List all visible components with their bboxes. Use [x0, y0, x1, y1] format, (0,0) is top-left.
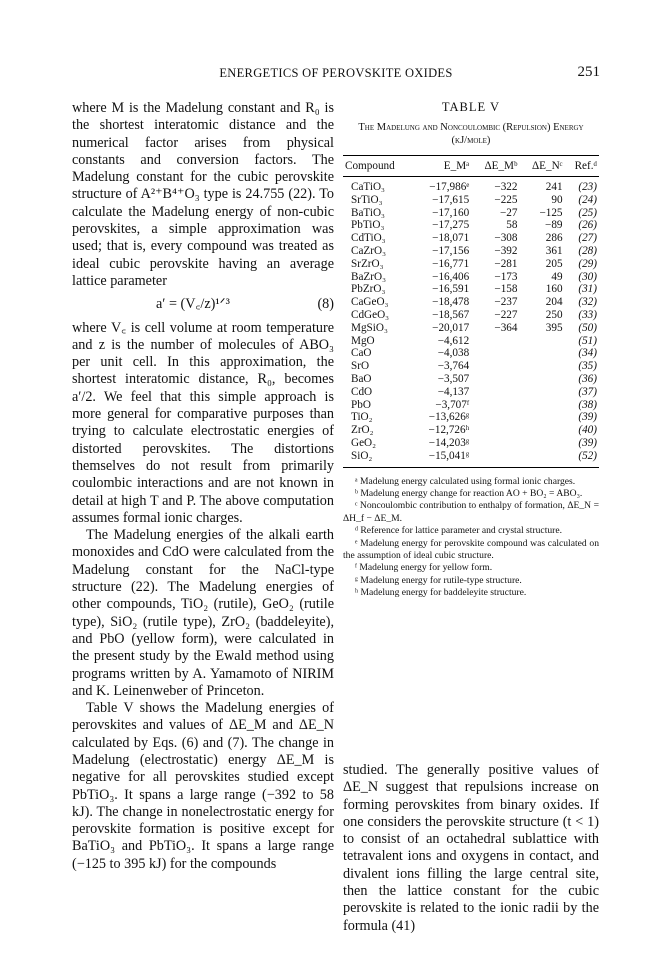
delta-em-cell: [471, 437, 519, 450]
ref-cell: (52): [565, 450, 599, 467]
delta-em-cell: −281: [494, 257, 518, 270]
ref-cell: (34): [578, 347, 597, 360]
energy-table: [343, 155, 599, 468]
ref-cell: (23): [578, 181, 597, 193]
table-header-row: [343, 156, 599, 177]
table-row: [343, 360, 599, 373]
ref-cell: (50): [578, 321, 597, 334]
delta-en-cell: 286: [545, 232, 563, 245]
madelung-energy-cell: −16,406: [432, 270, 470, 283]
running-title: ENERGETICS OF PEROVSKITE OXIDES: [219, 66, 453, 80]
compound-cell: CdTiO₃: [351, 232, 386, 245]
table-caption: The Madelung and Noncoulombic (Repulsion) Energy (kJ/mole): [358, 122, 584, 146]
ref-cell: (36): [578, 372, 597, 385]
madelung-energy-cell: −12,726ʰ: [428, 424, 470, 437]
delta-en-cell: [519, 437, 564, 450]
delta-em-cell: −308: [494, 232, 518, 245]
footnote: ᵍ Madelung energy for rutile-type structure.: [355, 574, 522, 586]
table-row: [343, 437, 599, 450]
paragraph: where V꜀ is cell volume at room temperature and z is the number of molecules of ABO₃ per unit cell. In this approximation, the shortest interatomic distance, R₀, becomes a′/2. We feel that this simple approach is more general for comparative purposes than trying to calculate electrostatic energies of distorted perovskites. The distortions themselves do not result from primarily coulombic interactions and are not known in detail at high T and P. The above computation assumes formal ionic charges.: [72, 319, 334, 526]
delta-em-cell: [471, 399, 519, 412]
madelung-energy-cell: −4,038: [437, 347, 470, 360]
footnote: ᵇ Madelung energy change for reaction AO + BO₂ = ABO₃.: [355, 487, 583, 499]
column-header: Compound: [343, 156, 413, 177]
page-header: [72, 66, 600, 84]
delta-en-cell: [519, 335, 564, 348]
column-header: Ref.ᵈ: [565, 156, 599, 177]
ref-cell: (30): [578, 270, 597, 283]
delta-en-cell: [519, 360, 564, 373]
table-row: [343, 373, 599, 386]
delta-en-cell: [519, 373, 564, 386]
ref-cell: (25): [578, 206, 597, 219]
ref-cell: (27): [578, 232, 597, 245]
table-row: [343, 322, 599, 335]
equation-number: (8): [317, 296, 334, 313]
ref-cell: (28): [578, 244, 597, 257]
delta-em-cell: [471, 335, 519, 348]
table-row: [343, 271, 599, 284]
compound-cell: CdO: [351, 385, 373, 398]
madelung-energy-cell: −16,591: [432, 283, 470, 296]
ref-cell: (32): [578, 296, 597, 309]
madelung-energy-cell: −20,017: [432, 321, 470, 334]
madelung-energy-cell: −3,764: [437, 360, 470, 373]
ref-cell: (39): [578, 436, 597, 449]
delta-en-cell: 90: [551, 193, 563, 206]
ref-cell: (31): [578, 283, 597, 296]
ref-cell: (39): [578, 411, 597, 424]
table-row: [343, 450, 599, 467]
compound-cell: SrZrO₃: [351, 257, 384, 270]
compound-cell: SrTiO₃: [351, 193, 383, 206]
delta-en-cell: [519, 450, 564, 467]
table-footnotes: [343, 476, 599, 600]
compound-cell: ZrO₂: [351, 424, 374, 437]
footnote: ʰ Madelung energy for baddeleyite structure.: [355, 587, 527, 599]
madelung-energy-cell: −14,203ᵍ: [428, 436, 470, 449]
ref-cell: (33): [578, 308, 597, 321]
ref-cell: (37): [578, 385, 597, 398]
delta-en-cell: 361: [545, 244, 563, 257]
table-label: TABLE V: [441, 100, 501, 114]
ref-cell: (24): [578, 193, 597, 206]
table-row: [343, 335, 599, 348]
madelung-energy-cell: −3,707ᶠ: [435, 398, 470, 411]
table-v: [343, 100, 599, 600]
delta-en-cell: 49: [551, 270, 563, 283]
madelung-energy-cell: −17,615: [432, 193, 470, 206]
madelung-energy-cell: −17,275: [432, 219, 470, 232]
delta-em-cell: −392: [494, 244, 518, 257]
footnote: ᶜ Noncoulombic contribution to enthalpy of formation, ΔE_N = ΔH_f − ΔE_M.: [343, 500, 599, 524]
footnote: ᶠ Madelung energy for yellow form.: [355, 562, 493, 574]
compound-cell: GeO₂: [351, 436, 377, 449]
table-row: [343, 177, 599, 194]
delta-em-cell: [471, 360, 519, 373]
delta-em-cell: 58: [506, 219, 518, 232]
ref-cell: (51): [578, 334, 597, 347]
compound-cell: CaTiO₃: [351, 181, 385, 193]
delta-em-cell: [471, 386, 519, 399]
column-header: ΔE_Mᵇ: [471, 156, 519, 177]
compound-cell: SrO: [351, 360, 370, 373]
delta-en-cell: −89: [545, 219, 563, 232]
ref-cell: (35): [578, 360, 597, 373]
madelung-energy-cell: −18,071: [432, 232, 470, 245]
page-number: 251: [577, 64, 600, 80]
compound-cell: PbZrO₃: [351, 283, 386, 296]
ref-cell: (38): [578, 398, 597, 411]
delta-em-cell: [471, 450, 519, 467]
madelung-energy-cell: −13,626ᵍ: [428, 411, 470, 424]
table-row: [343, 219, 599, 232]
madelung-energy-cell: −17,160: [432, 206, 470, 219]
table-row: [343, 207, 599, 220]
equation-body: a′ = (V꜀/z)¹ᐟ³: [156, 296, 230, 313]
delta-em-cell: [471, 373, 519, 386]
footnote: ᵈ Reference for lattice parameter and crystal structure.: [355, 525, 563, 537]
delta-em-cell: −364: [494, 321, 518, 334]
compound-cell: BaTiO₃: [351, 206, 385, 219]
delta-en-cell: 395: [545, 321, 563, 334]
column-header: ΔE_Nᶜ: [519, 156, 564, 177]
table-row: [343, 347, 599, 360]
delta-en-cell: 250: [545, 308, 563, 321]
table-row: [343, 309, 599, 322]
paragraph: The Madelung energies of the alkali earth monoxides and CdO were calculated from the Madelung constant for the NaCl-type structure (22). The Madelung energies of other compounds, TiO₂ (rutile), GeO₂ (rutile type), SiO₂ (rutile type), ZrO₂ (baddeleyite), and PbO (yellow form), were calculated in the present study by the Ewald method using programs written by A. Yamamoto of NIRIM and K. Leinenweber of Princeton.: [72, 527, 334, 699]
madelung-energy-cell: −4,137: [437, 385, 470, 398]
paragraph: Table V shows the Madelung energies of perovskites and values of ΔE_M and ΔE_N calculated by Eqs. (6) and (7). The change in Madelung (electrostatic) energy ΔE_M is negative for all perovskites studied except PbTiO₃. It spans a large range (−392 to 58 kJ). The change in nonelectrostatic energy for perovskite formation is positive except for BaTiO₃ and PbTiO₃. It spans a large range (−125 to 395 kJ) for the compounds: [72, 700, 334, 872]
madelung-energy-cell: −18,567: [432, 308, 470, 321]
compound-cell: TiO₂: [351, 411, 373, 424]
compound-cell: CaO: [351, 347, 372, 360]
delta-em-cell: [471, 424, 519, 437]
compound-cell: SiO₂: [343, 450, 413, 467]
compound-cell: PbO: [351, 398, 371, 411]
delta-em-cell: −322: [494, 181, 518, 193]
table-body: [343, 177, 599, 468]
madelung-energy-cell: −16,771: [432, 257, 470, 270]
delta-en-cell: 204: [545, 296, 563, 309]
compound-cell: PbTiO₃: [351, 219, 385, 232]
delta-em-cell: −227: [494, 308, 518, 321]
delta-em-cell: −173: [494, 270, 518, 283]
column-header: E_Mᵃ: [413, 156, 471, 177]
table-row: [343, 399, 599, 412]
table-row: [343, 194, 599, 207]
delta-en-cell: 241: [545, 181, 563, 193]
ref-cell: (40): [578, 424, 597, 437]
table-row: [343, 386, 599, 399]
paragraph: where M is the Madelung constant and R₀ is the shortest interatomic distance and the numerical factor arises from physical constants and conversion factors. The Madelung constant for the cubic perovskite structure of A²⁺B⁴⁺O₃ type is 24.755 (22). To calculate the Madelung energy of non-cubic perovskites, a simple approximation was used; that is, every compound was treated as ideal cubic perovskite having an average lattice parameter: [72, 100, 334, 289]
compound-cell: MgSiO₃: [351, 321, 388, 334]
footnote: ᵉ Madelung energy for perovskite compound was calculated on the assumption of ideal cubic structure.: [343, 537, 599, 561]
madelung-energy-cell: −4,612: [437, 334, 470, 347]
compound-cell: BaO: [351, 372, 372, 385]
right-column: [343, 762, 599, 935]
madelung-energy-cell: −3,507: [437, 372, 470, 385]
compound-cell: MgO: [351, 334, 375, 347]
delta-en-cell: [519, 424, 564, 437]
table-row: [343, 245, 599, 258]
equation-8: [72, 296, 334, 313]
madelung-energy-cell: −17,986ᵉ: [429, 181, 470, 193]
delta-en-cell: [519, 399, 564, 412]
delta-en-cell: 205: [545, 257, 563, 270]
table-row: [343, 232, 599, 245]
footnote: ᵃ Madelung energy calculated using formal ionic charges.: [355, 475, 576, 487]
delta-em-cell: −237: [494, 296, 518, 309]
table-row: [343, 411, 599, 424]
delta-en-cell: 160: [545, 283, 563, 296]
madelung-energy-cell: −17,156: [432, 244, 470, 257]
compound-cell: CaGeO₃: [351, 296, 389, 309]
ref-cell: (29): [578, 257, 597, 270]
delta-en-cell: [519, 411, 564, 424]
paragraph: studied. The generally positive values of ΔE_N suggest that repulsions increase on forming perovskites from binary oxides. If one considers the perovskite structure (t < 1) to consist of an octahedral sublattice with tetravalent ions and oxygens in contact, and divalent ions filling the large central site, then the lattice constant for the cubic perovskite is related to the ionic radii by the formula (41): [343, 762, 599, 934]
table-row: [343, 283, 599, 296]
table-row: [343, 258, 599, 271]
delta-en-cell: −125: [539, 206, 563, 219]
madelung-energy-cell: −15,041ᵍ: [413, 450, 471, 467]
delta-em-cell: [471, 347, 519, 360]
table-row: [343, 424, 599, 437]
delta-em-cell: [471, 411, 519, 424]
delta-em-cell: −158: [494, 283, 518, 296]
left-column: [72, 100, 334, 873]
compound-cell: BaZrO₃: [351, 270, 386, 283]
ref-cell: (26): [578, 219, 597, 232]
table-row: [343, 296, 599, 309]
compound-cell: CaZrO₃: [351, 244, 386, 257]
delta-em-cell: −27: [499, 206, 518, 219]
delta-en-cell: [519, 347, 564, 360]
madelung-energy-cell: −18,478: [432, 296, 470, 309]
delta-em-cell: −225: [494, 193, 518, 206]
delta-en-cell: [519, 386, 564, 399]
compound-cell: CdGeO₃: [351, 308, 390, 321]
